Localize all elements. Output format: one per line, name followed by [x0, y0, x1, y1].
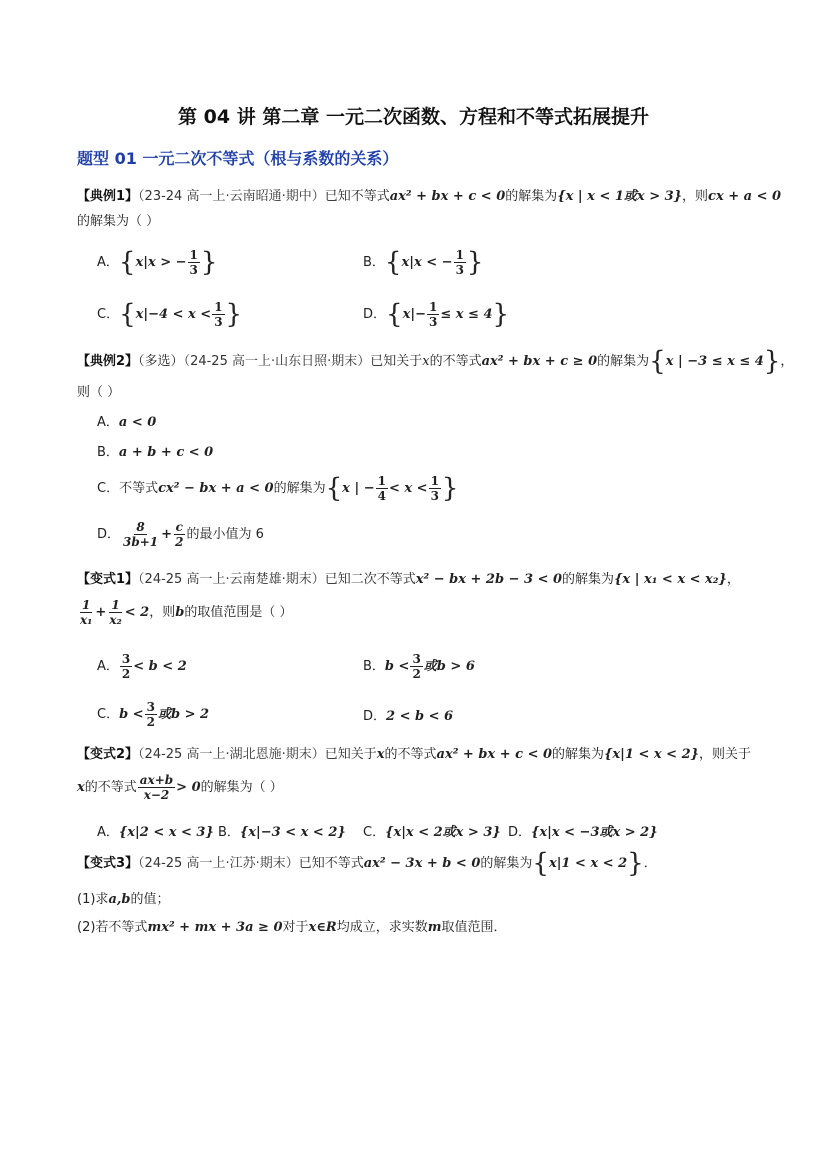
q1-line2: 的解集为（ ） — [77, 214, 160, 229]
q5-inequality: ax² − 3x + b < 0 — [363, 856, 481, 871]
q3-solution-set: {x | x₁ < x < x₂} — [614, 572, 727, 587]
q4-var: x — [376, 747, 385, 762]
q1-tag: 【典例1】 — [77, 189, 139, 204]
q1-source: （23-24 高一上·云南昭通·期中） — [138, 189, 325, 204]
fraction-denominator: 3 — [214, 315, 223, 329]
option-text: 的最小值为 6 — [186, 527, 264, 542]
q4-solution-set: {x|1 < x < 2} — [604, 747, 699, 762]
q1-text-c: ，则 — [682, 189, 709, 204]
q2-option-a[interactable] — [97, 411, 156, 430]
q3-option-b[interactable] — [363, 652, 475, 681]
part-var: m — [427, 920, 442, 935]
q4-text-d: ，则关于 — [699, 747, 752, 762]
q1-option-c[interactable]: C．{x|−4 < x < $\frac{1}{3}$ } — [97, 299, 243, 330]
q5-text-a: 已知不等式 — [298, 856, 364, 871]
option-inequality: cx² − bx + a < 0 — [158, 481, 274, 496]
q5-tag: 【变式3】 — [77, 856, 139, 871]
fraction-denominator: 2 — [412, 667, 421, 681]
fraction-numerator: 1 — [189, 248, 198, 262]
option-value: {x|x < 2或x > 3} — [385, 825, 501, 840]
q3-line2: $\frac{1}{\text{x₁}}$ + $\frac{1}{\text{x₂}}$ < 2，则b的取值范围是（ ） — [80, 598, 293, 627]
fraction-numerator: 3 — [146, 700, 155, 714]
option-label: A． — [97, 659, 119, 674]
q2-prefix: （多选） — [138, 354, 184, 369]
section-heading: 题型 01 一元二次不等式（根与系数的关系） — [77, 149, 399, 168]
q4-relation: > 0 — [176, 780, 201, 795]
q3-text-d: ，则 — [149, 605, 176, 620]
q3-option-d[interactable] — [363, 705, 453, 724]
option-rel: − — [415, 307, 426, 322]
option-label: A． — [97, 415, 119, 430]
q4-inequality: ax² + bx + c < 0 — [436, 747, 553, 762]
option-label: C． — [97, 707, 120, 722]
option-label: D． — [363, 307, 387, 322]
option-label: D． — [363, 709, 387, 724]
q2-line2: 则（ ） — [77, 385, 121, 400]
q3-text-e: 的取值范围是（ ） — [184, 605, 293, 620]
option-label: B． — [363, 255, 385, 270]
part-domain: x∈R — [308, 920, 337, 935]
fraction-denominator: 3 — [455, 263, 464, 277]
option-rel: x < − — [413, 255, 453, 270]
option-value: 2 < b < 6 — [386, 709, 454, 724]
q3-option-c[interactable] — [97, 700, 209, 729]
q1-text-b: 的解集为 — [505, 189, 558, 204]
option-value: a < 0 — [118, 415, 157, 430]
part-vars: a,b — [108, 892, 131, 907]
q4-line2 — [77, 773, 283, 802]
q2-var: x — [422, 354, 430, 369]
option-value: < b < 2 — [133, 659, 187, 674]
q3-source: （24-25 高一上·云南楚雄·期末） — [138, 572, 325, 587]
fraction-denominator: 3 — [189, 263, 198, 277]
fraction-numerator: ax+b — [139, 773, 174, 787]
part-text-a: 求 — [95, 892, 109, 907]
q3-text-a: 已知二次不等式 — [324, 572, 416, 587]
option-post: 或b > 6 — [423, 659, 475, 674]
option-label: C． — [363, 825, 386, 840]
option-set-pre: x | − — [342, 481, 375, 496]
option-value: {x|2 < x < 3} — [118, 825, 214, 840]
part-text-d: 取值范围． — [441, 920, 507, 935]
option-label: D． — [97, 527, 121, 542]
plus-sign: + — [161, 527, 173, 542]
q2-stem: 【典例2】（多选）（24-25 高一上·山东日照·期末）已知关于x的不等式ax² + bx + c ≥ 0的解集为{x | −3 ≤ x ≤ 4}， — [77, 346, 794, 377]
q4-text-e: 的不等式 — [84, 780, 137, 795]
q3-stem — [77, 568, 740, 587]
q1-stem — [77, 185, 781, 204]
fraction-numerator: 3 — [121, 652, 131, 666]
q4-stem — [77, 743, 751, 762]
q3-text-b: 的解集为 — [562, 572, 615, 587]
q5-text-b: 的解集为 — [480, 856, 533, 871]
q1-option-d[interactable]: D．{x|− $\frac{1}{3}$ ≤ x ≤ 4} — [363, 299, 510, 330]
q4-text-a: 已知关于 — [324, 747, 377, 762]
q1-solution-set: {x | x < 1或x > 3} — [557, 189, 683, 204]
fraction-denominator: 2 — [121, 667, 131, 681]
option-label: A． — [97, 825, 119, 840]
fraction-denominator: x−2 — [143, 788, 170, 802]
fraction-denominator: x₂ — [109, 613, 122, 627]
q3-text-c: ， — [726, 572, 740, 587]
q4-source: （24-25 高一上·湖北恩施·期末） — [138, 747, 325, 762]
q2-text-d: ， — [780, 354, 794, 369]
option-var: x — [402, 307, 411, 322]
q4-option-a[interactable] — [97, 821, 214, 840]
option-value: {x|x < −3或x > 2} — [531, 825, 658, 840]
q1-option-a[interactable]: A．{x|x > − $\frac{1}{3}$ } — [97, 247, 218, 278]
fraction-numerator: 1 — [111, 598, 120, 612]
q4-text-c: 的解集为 — [552, 747, 605, 762]
q2-source: （24-25 高一上·山东日照·期末） — [183, 354, 371, 369]
fraction-denominator: 2 — [146, 715, 155, 729]
q2-tag: 【典例2】 — [77, 354, 139, 369]
fraction-numerator: 3 — [412, 652, 421, 666]
q2-inequality: ax² + bx + c ≥ 0 — [481, 354, 598, 369]
q2-text-b: 的不等式 — [429, 354, 482, 369]
q3-relation: < 2 — [124, 605, 150, 620]
q4-text-f: 的解集为（ ） — [200, 780, 283, 795]
option-rel: x > − — [147, 255, 187, 270]
fraction-numerator: 1 — [377, 474, 386, 488]
q3-var: b — [175, 605, 185, 620]
option-text-2: 的解集为 — [273, 481, 326, 496]
option-label: B． — [218, 825, 240, 840]
option-pre: b < — [119, 707, 144, 722]
fraction-numerator: 8 — [136, 520, 145, 534]
option-set-mid: < x < — [388, 481, 428, 496]
q5-part-1 — [77, 888, 170, 907]
option-label: D． — [508, 825, 532, 840]
part-number: (2) — [77, 920, 96, 935]
option-label: A． — [97, 255, 119, 270]
fraction-denominator: x₁ — [80, 613, 93, 627]
q2-text-a: 已知关于 — [370, 354, 423, 369]
part-number: (1) — [77, 892, 96, 907]
q1-inequality-2: cx + a < 0 — [708, 189, 782, 204]
option-label: B． — [363, 659, 385, 674]
part-text-b: 对于 — [282, 920, 309, 935]
fraction-numerator: 1 — [455, 248, 464, 262]
option-label: B． — [97, 445, 119, 460]
fraction-denominator: 2 — [175, 535, 184, 549]
q2-text-c: 的解集为 — [597, 354, 650, 369]
q4-option-b[interactable] — [218, 821, 346, 840]
option-post: 或b > 2 — [157, 707, 210, 722]
q5-source: （24-25 高一上·江苏·期末） — [138, 856, 299, 871]
option-value: a + b + c < 0 — [118, 445, 214, 460]
option-rel: −4 < x < — [148, 307, 212, 322]
part-text-a: 若不等式 — [95, 920, 148, 935]
q5-text-c: ． — [643, 856, 657, 871]
option-label: C． — [97, 307, 120, 322]
fraction-denominator: 3 — [428, 315, 438, 329]
part-inequality: mx² + mx + 3a ≥ 0 — [147, 920, 283, 935]
option-var: x — [135, 307, 144, 322]
fraction-numerator: 1 — [430, 474, 439, 488]
q3-inequality: x² − bx + 2b − 3 < 0 — [415, 572, 563, 587]
page-title: 第 04 讲 第二章 一元二次函数、方程和不等式拓展提升 — [178, 106, 649, 128]
fraction-numerator: 1 — [214, 300, 223, 314]
option-value: {x|−3 < x < 2} — [239, 825, 346, 840]
q4-tag: 【变式2】 — [77, 747, 139, 762]
option-var: x — [135, 255, 144, 270]
q5-stem: 【变式3】（24-25 高一上·江苏·期末）已知不等式ax² − 3x + b < 0的解集为{x|1 < x < 2}． — [77, 848, 657, 879]
option-var: x — [401, 255, 410, 270]
q4-option-c[interactable] — [363, 821, 501, 840]
q4-option-d[interactable] — [508, 821, 658, 840]
option-pre: b < — [384, 659, 410, 674]
fraction-denominator: 3b+1 — [123, 535, 159, 549]
fraction-numerator: c — [175, 520, 183, 534]
fraction-numerator: 1 — [82, 598, 91, 612]
option-text: 不等式 — [119, 481, 159, 496]
fraction-numerator: 1 — [428, 300, 438, 314]
option-label: C． — [97, 481, 120, 496]
q1-option-b[interactable]: B．{x|x < − $\frac{1}{3}$ } — [363, 247, 484, 278]
q3-option-a[interactable] — [97, 652, 187, 681]
fraction-denominator: 3 — [430, 489, 439, 503]
q1-text-a: 已知不等式 — [324, 189, 390, 204]
q1-inequality: ax² + bx + c < 0 — [389, 189, 506, 204]
option-post: ≤ x ≤ 4 — [440, 307, 493, 322]
q3-tag: 【变式1】 — [77, 572, 139, 587]
part-text-b: 的值； — [130, 892, 170, 907]
part-text-c: 均成立，求实数 — [336, 920, 428, 935]
q4-text-b: 的不等式 — [384, 747, 437, 762]
q5-part-2 — [77, 916, 507, 935]
q2-option-b[interactable] — [97, 441, 213, 460]
q2-solution-set: x | −3 ≤ x ≤ 4 — [665, 354, 764, 369]
q2-option-c[interactable]: C．不等式cx² − bx + a < 0的解集为{x | − $\frac{1}{4}$ < x < $\frac{1}{3}$ } — [97, 473, 459, 504]
fraction-denominator: 4 — [377, 489, 386, 503]
q4-var-2: x — [77, 780, 85, 795]
q2-option-d[interactable] — [97, 520, 264, 549]
q5-solution-set: x|1 < x < 2 — [548, 856, 628, 871]
